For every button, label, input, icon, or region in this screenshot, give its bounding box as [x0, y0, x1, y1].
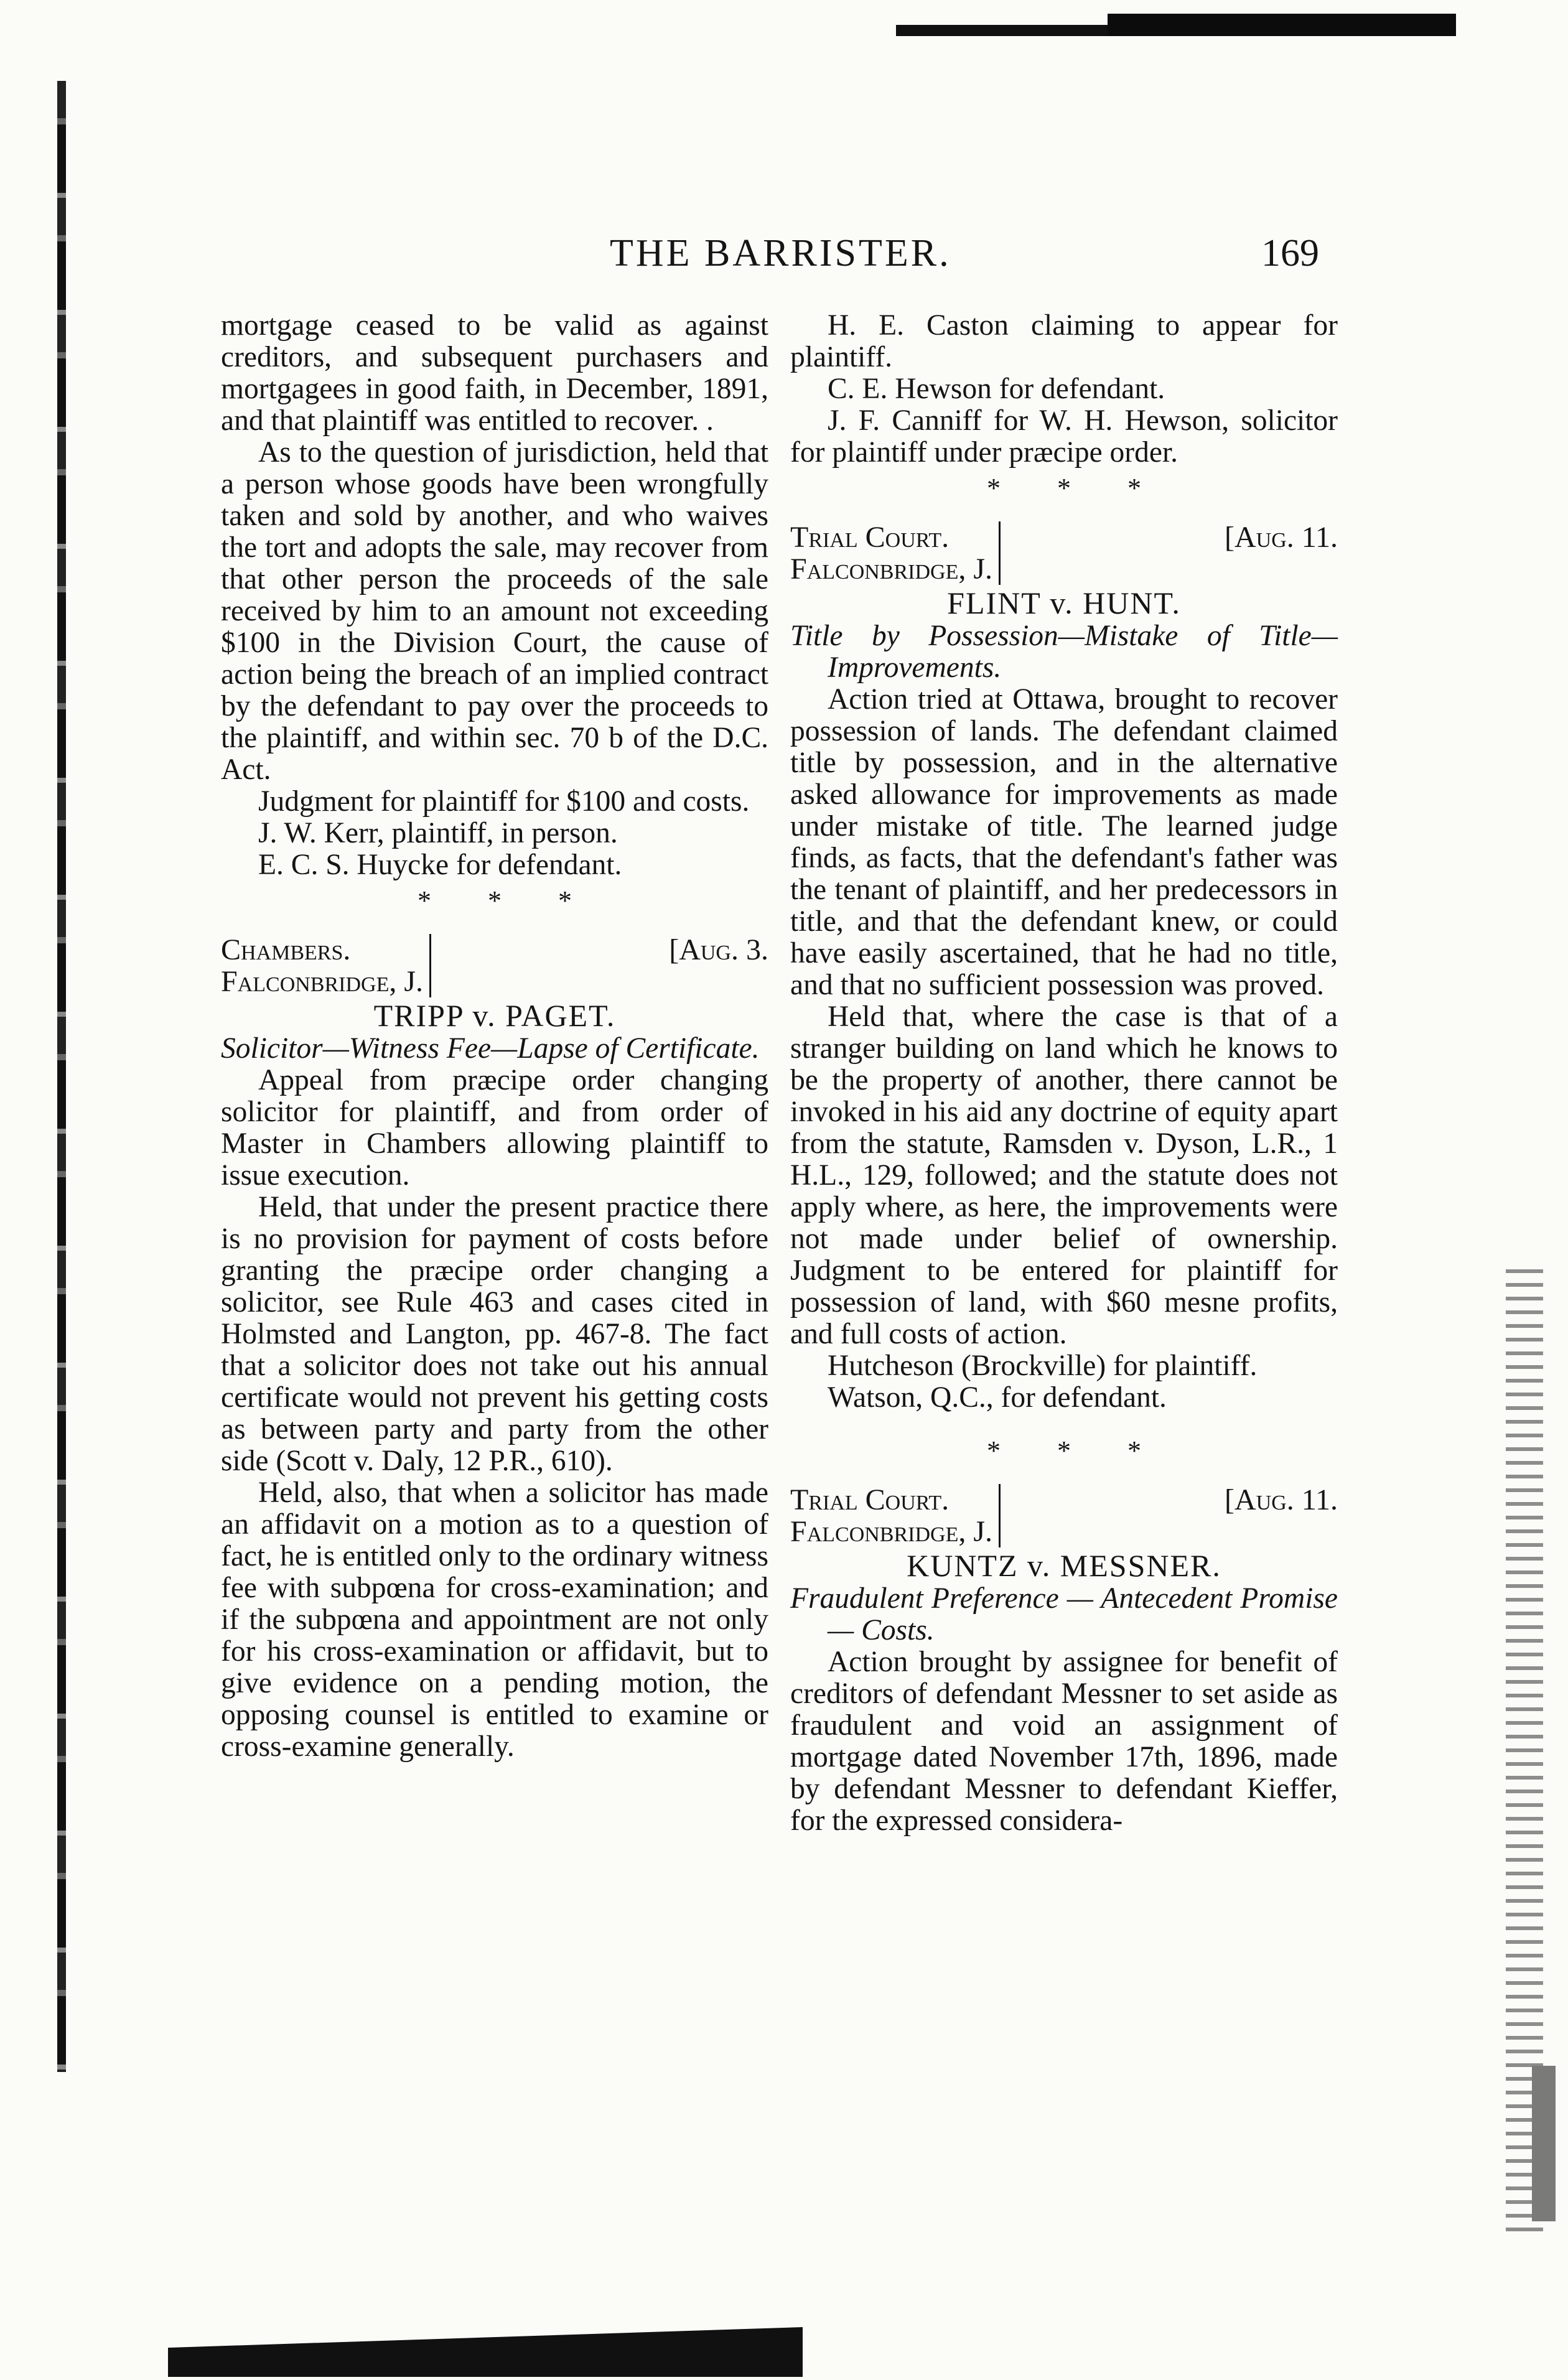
page-number: 169 — [1261, 232, 1319, 274]
judge-name: Falconbridge, J. — [221, 965, 424, 998]
court-date: [Aug. 11. — [1225, 1483, 1338, 1516]
right-column — [790, 310, 1338, 1837]
counsel-line: J. W. Kerr, plaintiff, in person. — [258, 817, 618, 849]
judge-name: Falconbridge, J. — [790, 1515, 993, 1548]
paragraph: Judgment for plaintiff for $100 and costs. — [258, 785, 750, 818]
counsel-line: C. E. Hewson for defendant. — [828, 373, 1165, 405]
case-title: KUNTZ v. MESSNER. — [907, 1548, 1221, 1583]
counsel-line: H. E. Caston claiming to appear for plaintiff. — [790, 309, 1338, 373]
counsel-line: Hutcheson (Brockville) for plaintiff. — [828, 1350, 1258, 1382]
court-name: Chambers. — [221, 933, 351, 966]
court-block — [790, 521, 1338, 585]
court-name: Trial Court. — [790, 1483, 950, 1516]
section-divider: * * * — [987, 473, 1166, 503]
court-name: Trial Court. — [790, 521, 950, 554]
scan-artifact-bottom — [131, 2315, 803, 2377]
case-title: TRIPP v. PAGET. — [373, 998, 616, 1033]
counsel-line: Watson, Q.C., for defendant. — [828, 1381, 1167, 1414]
paragraph: mortgage ceased to be valid as against creditors, and subsequent purchasers and mortgagees in good faith, in December, 1891, and that plaintiff was entitled to recover. . — [221, 309, 768, 437]
paragraph: Held that, where the case is that of a stranger building on land which he knows to be the property of another, there cannot be invoked in his aid any doctrine of equity apart from the statute, Ramsden v. Dyson, L.R., 1 H.L., 129, followed; and the statute does not apply where, as here, the improvements were not made under belief of ownership. Judgment to be entered for plaintiff for possession of land, with $60 mesne profits, and full costs of action. — [790, 1001, 1338, 1350]
court-names — [790, 1484, 1001, 1547]
left-column — [221, 310, 768, 1763]
court-names — [790, 521, 1001, 585]
headnote: Title by Possession—Mistake of Title—Improvements. — [790, 620, 1338, 684]
headnote: Solicitor—Witness Fee—Lapse of Certificate. — [221, 1032, 760, 1065]
paragraph: Held, that under the present practice there is no provision for payment of costs before granting the præcipe order changing a solicitor, see Rule 463 and cases cited in Holmsted and Langton, pp. 467-8. The fact that a solicitor does not take out his annual certificate would not prevent his getting costs as between party and party from the other side (Scott v. Daly, 12 P.R., 610). — [221, 1191, 768, 1477]
page-header — [224, 231, 1319, 294]
court-date: [Aug. 11. — [1225, 521, 1338, 554]
running-head: THE BARRISTER. — [610, 232, 951, 274]
scan-artifact-right-edge — [1506, 1269, 1543, 2240]
paragraph: Action tried at Ottawa, brought to recover possession of lands. The defendant claimed title by possession, and in the alternative asked allowance for improvements as made under mistake of title. The learned judge finds, as facts, that the defendant's father was the tenant of plaintiff, and her predecessors in title, and that the defendant knew, or could have easily ascertained, that he had no title, and that no sufficient possession was proved. — [790, 683, 1338, 1001]
court-block — [221, 934, 768, 997]
paragraph: Held, also, that when a solicitor has made an affidavit on a motion as to a question of fact, he is entitled only to the ordinary witness fee with subpœna for cross-examination; and if the subpœna and appointment are not only for his cross-examination or affidavit, but to give evidence on a pending motion, the opposing counsel is entitled to examine or cross-examine generally. — [221, 1477, 768, 1763]
paragraph: As to the question of jurisdiction, held that a person whose goods have been wrongfully taken and sold by another, and who waives the tort and adopts the sale, may recover from that other person the proceeds of the sale received by him to an amount not exceeding $100 in the Division Court, the cause of action being the breach of an implied contract by the defendant to pay over the proceeds to the plaintiff, and within sec. 70 b of the D.C. Act. — [221, 436, 768, 786]
judge-name: Falconbridge, J. — [790, 553, 993, 586]
paragraph: Action brought by assignee for benefit of creditors of defendant Messner to set aside as fraudulent and void an assignment of mortgage dated November 17th, 1896, made by defendant Messner to defendant Kieffer, for the expressed considera- — [790, 1646, 1338, 1837]
court-names — [221, 934, 431, 997]
headnote: Fraudulent Preference — Antecedent Promise— Costs. — [790, 1582, 1338, 1646]
scan-artifact-left-edge — [57, 81, 66, 2072]
section-divider: * * * — [987, 1435, 1166, 1466]
case-title: FLINT v. HUNT. — [947, 586, 1181, 620]
scan-artifact-top — [896, 14, 1456, 36]
court-block — [790, 1484, 1338, 1547]
paragraph: Appeal from præcipe order changing solicitor for plaintiff, and from order of Master in Chambers allowing plaintiff to issue execution. — [221, 1064, 768, 1192]
counsel-line: E. C. S. Huycke for defendant. — [258, 849, 622, 881]
section-divider: * * * — [418, 885, 597, 916]
court-date: [Aug. 3. — [669, 933, 768, 966]
counsel-line: J. F. Canniff for W. H. Hewson, solicitor for plaintiff under præcipe order. — [790, 404, 1338, 469]
